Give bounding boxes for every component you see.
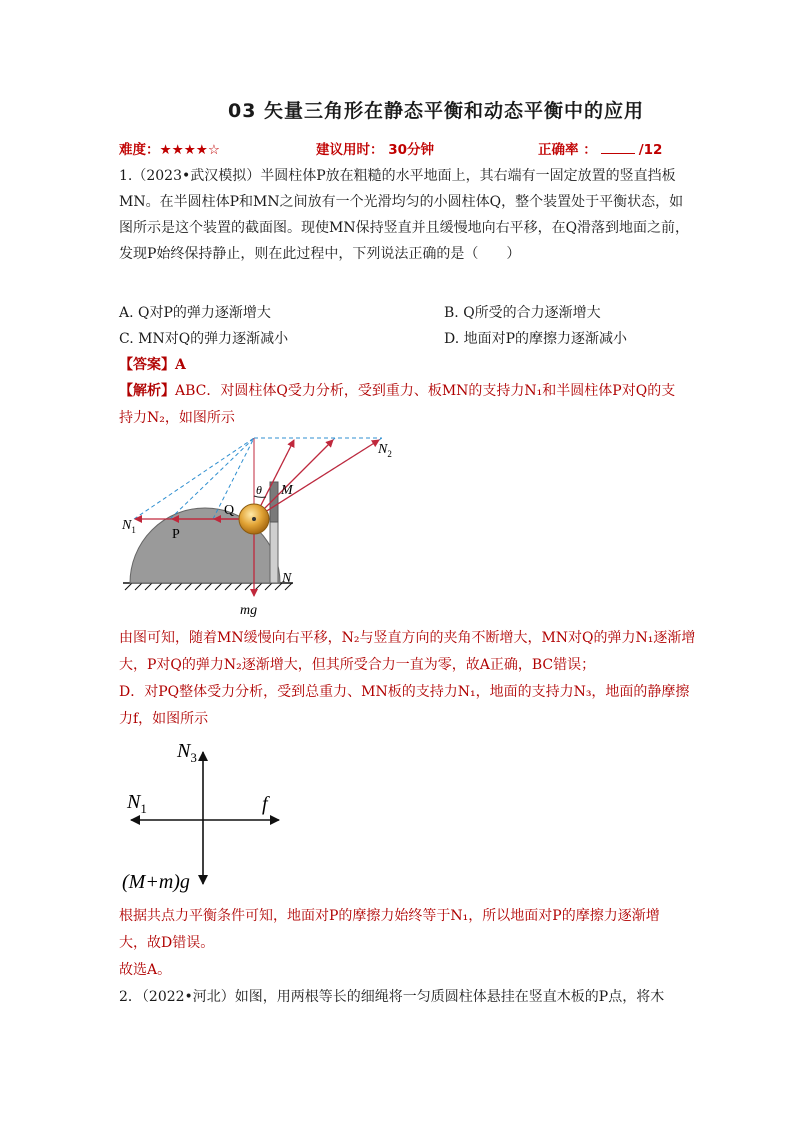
analysis-text-1: ABC．对圆柱体Q受力分析，受到重力、板MN的支持力N₁和半圆柱体P对Q的支 — [175, 383, 676, 399]
option-a[interactable]: A. Q对P的弹力逐渐增大 — [119, 305, 271, 321]
label-theta: θ — [256, 483, 262, 497]
explain-line-4: 力f，如图所示 — [119, 711, 209, 727]
label-mg: mg — [240, 603, 258, 618]
explain-line-3: D．对PQ整体受力分析，受到总重力、MN板的支持力N₁，地面的支持力N₃，地面的静摩擦 — [119, 684, 690, 700]
analysis-label: 【解析】 — [119, 383, 175, 399]
page-title: 03 矢量三角形在静态平衡和动态平衡中的应用 — [228, 100, 645, 122]
explain-line-1: 由图可知，随着MN缓慢向右平移，N₂与竖直方向的夹角不断增大，MN对Q的弹力N₁逐渐增 — [119, 630, 696, 646]
label-f: f — [262, 793, 268, 815]
conclusion-line-3: 故选A。 — [119, 962, 172, 978]
analysis-line-2: 持力N₂，如图所示 — [119, 410, 235, 426]
difficulty: 难度：★★★★☆ — [119, 142, 221, 158]
label-n1: $N_1$ — [122, 518, 136, 535]
q1-line-4: 发现P始终保持静止，则在此过程中，下列说法正确的是（ ） — [119, 246, 521, 262]
answer: 【答案】A — [119, 357, 186, 373]
label-total-gravity: (M+m)g — [122, 871, 190, 893]
explain-line-2: 大，P对Q的弹力N₂逐渐增大，但其所受合力一直为零，故A正确，BC错误； — [119, 657, 596, 673]
label-n1-b: $N_1$ — [127, 791, 147, 816]
q1-line-3: 图所示是这个装置的截面图。现使MN保持竖直并且缓慢地向右平移，在Q滑落到地面之前， — [119, 220, 690, 236]
label-p: P — [172, 527, 180, 542]
accuracy-label: 正确率 ： — [538, 142, 597, 158]
conclusion-line-1: 根据共点力平衡条件可知，地面对P的摩擦力始终等于N₁，所以地面对P的摩擦力逐渐增 — [119, 908, 660, 924]
q1-line-2: MN。在半圆柱体P和MN之间放有一个光滑均匀的小圆柱体Q，整个装置处于平衡状态，如 — [119, 194, 684, 210]
label-m: M — [281, 483, 293, 498]
label-n2: $N_2$ — [378, 442, 392, 459]
q1-line-1: 1.（2023•武汉模拟）半圆柱体P放在粗糙的水平地面上，其右端有一固定放置的竖直挡板 — [119, 168, 676, 184]
accuracy-total: /12 — [638, 142, 663, 158]
option-c[interactable]: C. MN对Q的弹力逐渐减小 — [119, 331, 289, 347]
option-d[interactable]: D. 地面对P的摩擦力逐渐减小 — [444, 331, 628, 347]
suggested-time: 建议用时： 30分钟 — [316, 142, 434, 158]
option-b[interactable]: B. Q所受的合力逐渐增大 — [444, 305, 601, 321]
label-n: N — [282, 571, 292, 586]
conclusion-line-2: 大，故D错误。 — [119, 935, 215, 951]
label-q: Q — [224, 503, 235, 518]
label-n3: $N_3$ — [177, 740, 197, 765]
q2-line-1: 2．（2022•河北）如图，用两根等长的细绳将一匀质圆柱体悬挂在竖直木板的P点，将木 — [119, 989, 665, 1005]
